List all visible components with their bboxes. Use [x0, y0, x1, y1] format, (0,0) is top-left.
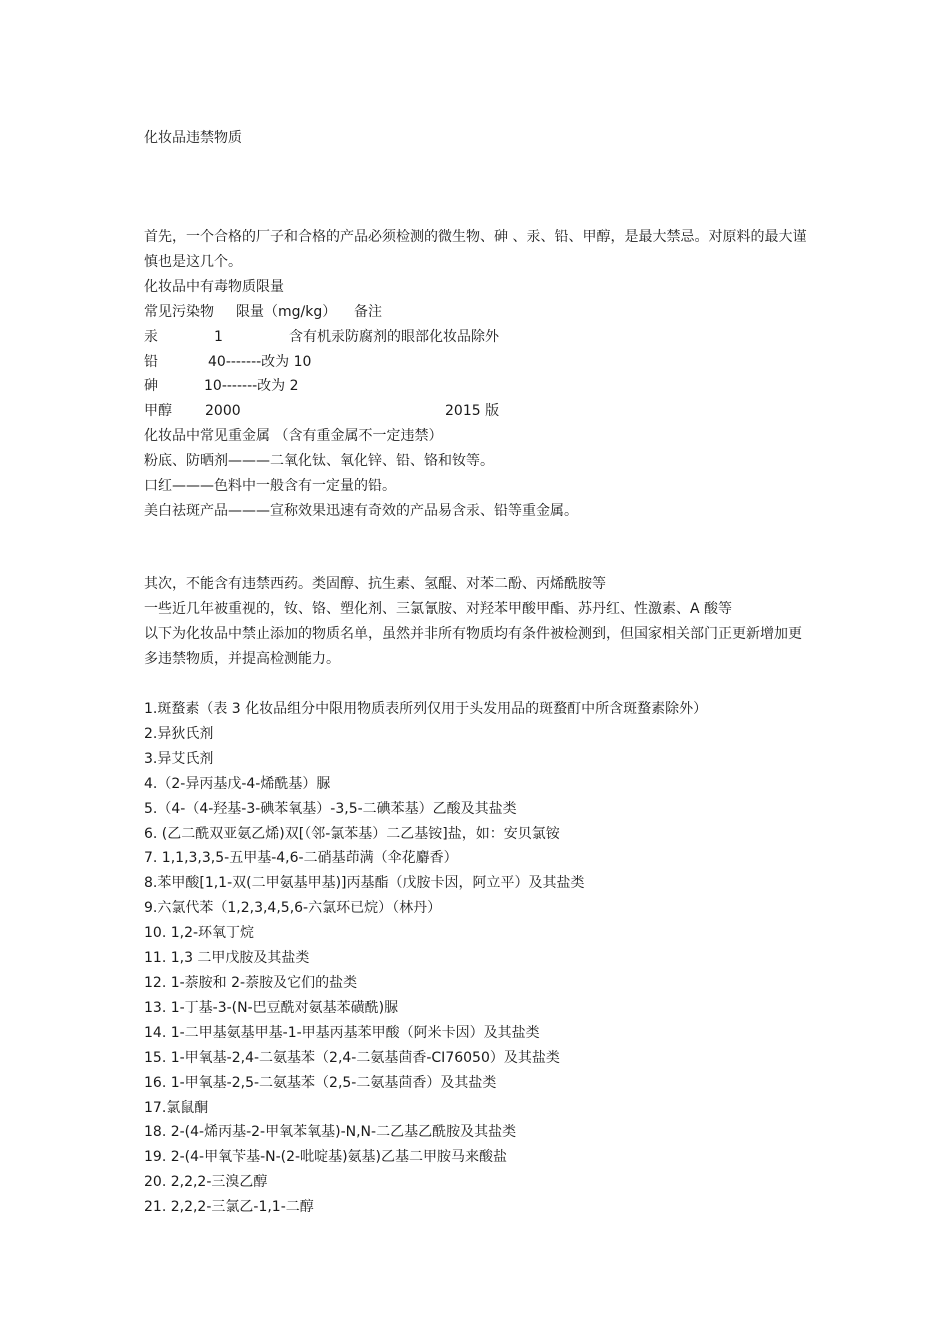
list-item: 15. 1-甲氧基-2,4-二氨基苯（2,4-二氨基茴香-CI76050）及其盐类	[144, 1049, 560, 1066]
limits-row-lead	[144, 350, 814, 375]
limits-row-methanol	[144, 399, 814, 424]
document-title: 化妆品违禁物质	[144, 130, 242, 146]
row-substance: 铅	[144, 353, 158, 370]
row-limit: 40-------改为 10	[208, 353, 312, 370]
row-substance: 甲醇	[144, 403, 172, 420]
list-item: 19. 2-(4-甲氧苄基-N-(2-吡啶基)氨基)乙基二甲胺马来酸盐	[144, 1149, 508, 1166]
list-item: 3.异艾氏剂	[144, 750, 214, 767]
list-item: 16. 1-甲氧基-2,5-二氨基苯（2,5-二氨基茴香）及其盐类	[144, 1074, 497, 1091]
header-remark: 备注	[354, 303, 382, 320]
header-limit: 限量（mg/kg）	[236, 303, 337, 320]
heavy-metals-heading: 化妆品中常见重金属 （含有重金属不一定违禁）	[144, 428, 443, 445]
list-item: 7. 1,1,3,3,5-五甲基-4,6-二硝基茚满（伞花麝香）	[144, 850, 458, 867]
list-item: 18. 2-(4-烯丙基-2-甲氧苯氧基)-N,N-二乙基乙酰胺及其盐类	[144, 1124, 517, 1141]
list-item: 20. 2,2,2-三溴乙醇	[144, 1174, 268, 1191]
heavy-metal-line: 口红———色料中一般含有一定量的铅。	[144, 478, 396, 495]
limits-row-mercury	[144, 325, 814, 350]
heavy-metal-line: 粉底、防晒剂———二氧化钛、氧化锌、铅、铬和钕等。	[144, 453, 494, 470]
limits-heading: 化妆品中有毒物质限量	[144, 278, 284, 295]
list-item: 12. 1-萘胺和 2-萘胺及它们的盐类	[144, 974, 358, 991]
section2-paragraph: 以下为化妆品中禁止添加的物质名单，虽然并非所有物质均有条件被检测到，但国家相关部门正更新增加更多违禁物质，并提高检测能力。	[144, 625, 802, 667]
intro-paragraph: 首先，一个合格的厂子和合格的产品必须检测的微生物、砷 、汞、铅、甲醇，是最大禁忌。对原料的最大谨慎也是这几个。	[144, 229, 807, 270]
row-substance: 汞	[144, 328, 158, 345]
list-item: 8.苯甲酸[1,1-双(二甲氨基甲基)]丙基酯（戊胺卡因，阿立平）及其盐类	[144, 875, 585, 892]
header-pollutant: 常见污染物	[144, 303, 214, 320]
limits-table-header	[144, 300, 814, 325]
list-item: 17.氯鼠酮	[144, 1099, 209, 1116]
heavy-metal-line: 美白祛斑产品———宣称效果迅速有奇效的产品易含汞、铅等重金属。	[144, 502, 578, 519]
row-remark: 含有机汞防腐剂的眼部化妆品除外	[289, 328, 499, 345]
row-limit: 10-------改为 2	[204, 378, 299, 395]
row-limit: 2000	[205, 403, 241, 420]
banned-substance-list	[144, 697, 814, 1220]
section2-line: 一些近几年被重视的，钕、铬、塑化剂、三氯氰胺、对羟苯甲酸甲酯、苏丹红、性激素、A 酸等	[144, 600, 733, 617]
intro-section	[144, 225, 814, 524]
limits-row-arsenic	[144, 374, 814, 399]
list-item: 11. 1,3 二甲戊胺及其盐类	[144, 950, 310, 967]
list-item: 4.（2-异丙基戊-4-烯酰基）脲	[144, 775, 331, 792]
list-item: 13. 1-丁基-3-(N-巴豆酰对氨基苯磺酰)脲	[144, 999, 399, 1016]
list-item: 14. 1-二甲基氨基甲基-1-甲基丙基苯甲酸（阿米卡因）及其盐类	[144, 1024, 540, 1041]
list-item: 5.（4-（4-羟基-3-碘苯氧基）-3,5-二碘苯基）乙酸及其盐类	[144, 800, 517, 817]
row-limit: 1	[214, 328, 223, 345]
list-item: 21. 2,2,2-三氯乙-1,1-二醇	[144, 1199, 314, 1216]
list-item: 1.斑蝥素（表 3 化妆品组分中限用物质表所列仅用于头发用品的斑蝥酊中所含斑蝥素除外）	[144, 701, 708, 717]
row-remark: 2015 版	[445, 403, 500, 420]
banned-drugs-section	[144, 572, 814, 672]
list-item: 6. (乙二酰双亚氨乙烯)双[（邻-氯苯基）二乙基铵]盐，如：安贝氯铵	[144, 825, 560, 842]
list-item: 10. 1,2-环氧丁烷	[144, 925, 255, 942]
list-item: 9.六氯代苯（1,2,3,4,5,6-六氯环已烷）（林丹）	[144, 900, 442, 917]
row-substance: 砷	[144, 378, 158, 395]
list-item: 2.异狄氏剂	[144, 725, 214, 742]
section2-line: 其次，不能含有违禁西药。类固醇、抗生素、氢醌、对苯二酚、丙烯酰胺等	[144, 576, 606, 592]
